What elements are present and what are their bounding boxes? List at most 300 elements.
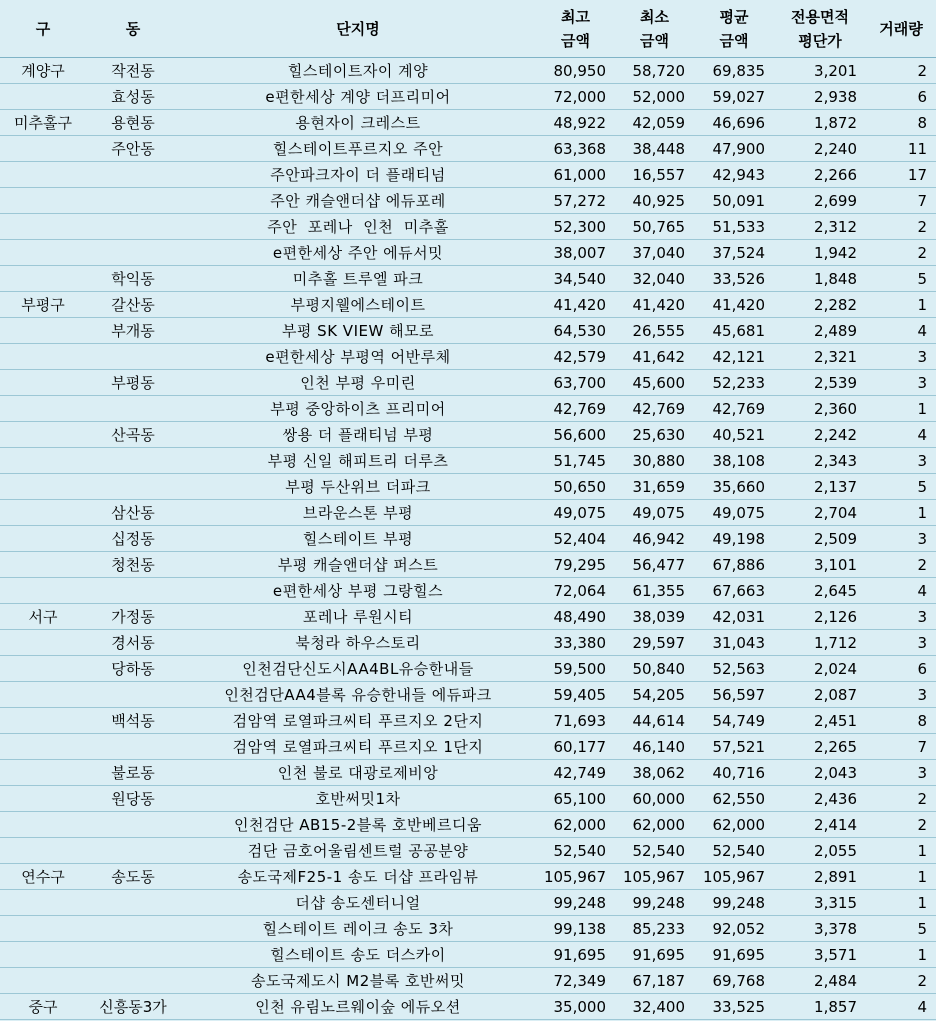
cell-min-price: 60,000 [615,786,694,812]
cell-avg-price: 45,681 [694,318,774,344]
cell-gu [0,240,86,266]
cell-max-price: 65,100 [536,786,615,812]
cell-area-price: 2,509 [774,526,866,552]
cell-avg-price: 62,000 [694,812,774,838]
cell-avg-price: 41,420 [694,292,774,318]
cell-complex-name: 인천 불로 대광로제비앙 [180,760,536,786]
cell-dong: 갈산동 [86,292,180,318]
cell-min-price: 40,925 [615,188,694,214]
cell-gu [0,552,86,578]
cell-volume: 3 [866,344,936,370]
table-row [0,448,936,474]
cell-volume: 1 [866,942,936,968]
cell-gu [0,812,86,838]
cell-gu [0,734,86,760]
cell-gu [0,760,86,786]
cell-area-price: 1,712 [774,630,866,656]
cell-complex-name: 브라운스톤 부평 [180,500,536,526]
cell-complex-name: 송도국제도시 M2블록 호반써밋 [180,968,536,994]
cell-complex-name: 호반써밋1차 [180,786,536,812]
cell-min-price: 41,642 [615,344,694,370]
cell-min-price: 50,765 [615,214,694,240]
cell-min-price: 54,205 [615,682,694,708]
cell-gu [0,474,86,500]
cell-min-price: 49,075 [615,500,694,526]
cell-avg-price: 47,900 [694,136,774,162]
cell-complex-name: 힐스테이트 부평 [180,526,536,552]
table-row [0,344,936,370]
cell-dong [86,812,180,838]
cell-avg-price: 37,524 [694,240,774,266]
cell-volume: 2 [866,58,936,84]
cell-min-price: 91,695 [615,942,694,968]
header-gu: 구 [0,0,86,58]
cell-min-price: 52,540 [615,838,694,864]
cell-min-price: 85,233 [615,916,694,942]
cell-area-price: 2,126 [774,604,866,630]
cell-area-price: 2,414 [774,812,866,838]
cell-complex-name: 검단 금호어울림센트럴 공공분양 [180,838,536,864]
cell-avg-price: 62,550 [694,786,774,812]
cell-dong: 백석동 [86,708,180,734]
cell-avg-price: 52,233 [694,370,774,396]
cell-volume: 1 [866,890,936,916]
cell-gu [0,422,86,448]
table-row [0,240,936,266]
table-row [0,786,936,812]
header-avg: 평균 금액 [694,0,774,58]
cell-volume: 1 [866,864,936,890]
cell-volume: 8 [866,708,936,734]
cell-max-price: 63,368 [536,136,615,162]
cell-area-price: 2,451 [774,708,866,734]
header-volume: 거래량 [866,0,936,58]
cell-dong [86,396,180,422]
cell-avg-price: 54,749 [694,708,774,734]
cell-area-price: 3,315 [774,890,866,916]
cell-max-price: 42,769 [536,396,615,422]
cell-volume: 7 [866,734,936,760]
cell-volume: 3 [866,370,936,396]
cell-max-price: 80,950 [536,58,615,84]
header-area-price: 전용면적 평단가 [774,0,866,58]
cell-max-price: 59,405 [536,682,615,708]
cell-area-price: 3,201 [774,58,866,84]
cell-dong: 효성동 [86,84,180,110]
cell-avg-price: 105,967 [694,864,774,890]
cell-min-price: 67,187 [615,968,694,994]
cell-gu [0,682,86,708]
cell-area-price: 2,312 [774,214,866,240]
cell-min-price: 50,840 [615,656,694,682]
cell-min-price: 52,000 [615,84,694,110]
cell-volume: 4 [866,318,936,344]
cell-complex-name: e편한세상 계양 더프리미어 [180,84,536,110]
cell-gu [0,344,86,370]
cell-volume: 2 [866,552,936,578]
cell-complex-name: 북청라 하우스토리 [180,630,536,656]
cell-dong [86,968,180,994]
header-max: 최고 금액 [536,0,615,58]
cell-gu [0,916,86,942]
cell-complex-name: 미추홀 트루엘 파크 [180,266,536,292]
cell-avg-price: 40,716 [694,760,774,786]
cell-complex-name: 송도국제F25-1 송도 더샵 프라임뷰 [180,864,536,890]
cell-max-price: 59,500 [536,656,615,682]
cell-area-price: 2,266 [774,162,866,188]
table-row [0,552,936,578]
cell-max-price: 57,272 [536,188,615,214]
cell-complex-name: 용현자이 크레스트 [180,110,536,136]
cell-dong: 주안동 [86,136,180,162]
cell-gu: 중구 [0,994,86,1020]
cell-volume: 2 [866,812,936,838]
cell-min-price: 38,062 [615,760,694,786]
cell-avg-price: 69,768 [694,968,774,994]
cell-max-price: 35,000 [536,994,615,1020]
cell-area-price: 2,938 [774,84,866,110]
cell-area-price: 2,343 [774,448,866,474]
cell-area-price: 1,872 [774,110,866,136]
cell-gu [0,136,86,162]
table-row [0,760,936,786]
cell-max-price: 50,650 [536,474,615,500]
cell-min-price: 26,555 [615,318,694,344]
cell-max-price: 72,349 [536,968,615,994]
cell-dong: 용현동 [86,110,180,136]
cell-max-price: 62,000 [536,812,615,838]
cell-dong [86,578,180,604]
cell-area-price: 2,024 [774,656,866,682]
cell-max-price: 61,000 [536,162,615,188]
table-row [0,812,936,838]
cell-gu [0,708,86,734]
cell-complex-name: 주안 캐슬앤더샵 에듀포레 [180,188,536,214]
cell-avg-price: 67,663 [694,578,774,604]
cell-max-price: 34,540 [536,266,615,292]
cell-dong [86,344,180,370]
table-row [0,292,936,318]
table-row [0,500,936,526]
table-row [0,396,936,422]
cell-min-price: 32,400 [615,994,694,1020]
cell-area-price: 2,484 [774,968,866,994]
cell-gu [0,500,86,526]
cell-dong: 송도동 [86,864,180,890]
cell-complex-name: 힐스테이트푸르지오 주안 [180,136,536,162]
cell-dong [86,916,180,942]
cell-complex-name: 부평 캐슬앤더샵 퍼스트 [180,552,536,578]
cell-gu [0,318,86,344]
cell-dong [86,214,180,240]
cell-max-price: 60,177 [536,734,615,760]
cell-min-price: 38,448 [615,136,694,162]
cell-gu [0,396,86,422]
cell-min-price: 16,557 [615,162,694,188]
cell-volume: 2 [866,968,936,994]
cell-max-price: 42,749 [536,760,615,786]
cell-dong: 가정동 [86,604,180,630]
cell-max-price: 64,530 [536,318,615,344]
cell-complex-name: e편한세상 주안 에듀서밋 [180,240,536,266]
cell-gu: 미추홀구 [0,110,86,136]
cell-gu [0,162,86,188]
cell-volume: 6 [866,656,936,682]
cell-min-price: 46,140 [615,734,694,760]
cell-gu [0,370,86,396]
cell-gu [0,188,86,214]
cell-avg-price: 35,660 [694,474,774,500]
cell-complex-name: 검암역 로열파크씨티 푸르지오 1단지 [180,734,536,760]
cell-avg-price: 49,198 [694,526,774,552]
cell-dong: 산곡동 [86,422,180,448]
cell-avg-price: 40,521 [694,422,774,448]
cell-volume: 5 [866,474,936,500]
cell-complex-name: 인천검단신도시AA4BL유승한내들 [180,656,536,682]
cell-max-price: 48,490 [536,604,615,630]
cell-area-price: 2,321 [774,344,866,370]
cell-max-price: 99,248 [536,890,615,916]
table-row [0,370,936,396]
cell-max-price: 42,579 [536,344,615,370]
cell-dong [86,474,180,500]
table-row [0,968,936,994]
cell-gu [0,786,86,812]
cell-avg-price: 46,696 [694,110,774,136]
cell-min-price: 99,248 [615,890,694,916]
cell-min-price: 30,880 [615,448,694,474]
cell-area-price: 2,360 [774,396,866,422]
table-row [0,734,936,760]
cell-avg-price: 42,031 [694,604,774,630]
table-row [0,318,936,344]
cell-avg-price: 49,075 [694,500,774,526]
cell-volume: 11 [866,136,936,162]
cell-min-price: 42,769 [615,396,694,422]
cell-max-price: 33,380 [536,630,615,656]
cell-gu: 연수구 [0,864,86,890]
cell-dong [86,162,180,188]
cell-complex-name: 더샵 송도센터니얼 [180,890,536,916]
cell-gu [0,630,86,656]
cell-avg-price: 31,043 [694,630,774,656]
cell-volume: 4 [866,422,936,448]
cell-volume: 1 [866,500,936,526]
cell-complex-name: 인천검단 AB15-2블록 호반베르디움 [180,812,536,838]
cell-avg-price: 99,248 [694,890,774,916]
cell-avg-price: 91,695 [694,942,774,968]
cell-max-price: 56,600 [536,422,615,448]
cell-gu [0,214,86,240]
cell-gu [0,84,86,110]
table-row [0,422,936,448]
cell-dong: 삼산동 [86,500,180,526]
cell-min-price: 45,600 [615,370,694,396]
cell-volume: 3 [866,630,936,656]
table-row [0,526,936,552]
cell-dong [86,448,180,474]
cell-gu [0,838,86,864]
cell-volume: 2 [866,214,936,240]
cell-area-price: 2,539 [774,370,866,396]
cell-volume: 1 [866,396,936,422]
cell-max-price: 99,138 [536,916,615,942]
cell-dong [86,734,180,760]
cell-dong [86,240,180,266]
cell-complex-name: 힐스테이트자이 계양 [180,58,536,84]
table-row [0,162,936,188]
cell-avg-price: 42,121 [694,344,774,370]
cell-max-price: 49,075 [536,500,615,526]
cell-volume: 17 [866,162,936,188]
cell-avg-price: 52,540 [694,838,774,864]
table-row [0,84,936,110]
cell-volume: 3 [866,526,936,552]
cell-max-price: 51,745 [536,448,615,474]
cell-gu: 부평구 [0,292,86,318]
cell-avg-price: 59,027 [694,84,774,110]
cell-min-price: 105,967 [615,864,694,890]
cell-gu [0,526,86,552]
cell-gu [0,968,86,994]
cell-dong: 불로동 [86,760,180,786]
cell-dong: 작전동 [86,58,180,84]
cell-max-price: 72,000 [536,84,615,110]
cell-complex-name: 부평 SK VIEW 해모로 [180,318,536,344]
cell-volume: 3 [866,448,936,474]
cell-dong: 학익동 [86,266,180,292]
cell-area-price: 1,848 [774,266,866,292]
cell-volume: 2 [866,240,936,266]
cell-area-price: 2,043 [774,760,866,786]
cell-complex-name: 부평 두산위브 더파크 [180,474,536,500]
table-row [0,136,936,162]
cell-avg-price: 52,563 [694,656,774,682]
cell-complex-name: 부평 중앙하이츠 프리미어 [180,396,536,422]
cell-volume: 3 [866,682,936,708]
cell-area-price: 3,101 [774,552,866,578]
cell-max-price: 48,922 [536,110,615,136]
table-body [0,58,936,1020]
table-row [0,578,936,604]
cell-volume: 8 [866,110,936,136]
cell-area-price: 1,857 [774,994,866,1020]
cell-area-price: 2,242 [774,422,866,448]
table-row [0,656,936,682]
cell-gu [0,942,86,968]
cell-max-price: 38,007 [536,240,615,266]
cell-area-price: 3,571 [774,942,866,968]
cell-area-price: 2,265 [774,734,866,760]
table-header [0,0,936,58]
table-row [0,266,936,292]
table-row [0,942,936,968]
cell-volume: 1 [866,292,936,318]
cell-area-price: 2,055 [774,838,866,864]
cell-volume: 3 [866,760,936,786]
cell-gu [0,266,86,292]
cell-min-price: 46,942 [615,526,694,552]
cell-volume: 5 [866,266,936,292]
cell-max-price: 63,700 [536,370,615,396]
cell-complex-name: e편한세상 부평역 어반루체 [180,344,536,370]
cell-area-price: 2,436 [774,786,866,812]
table-row [0,214,936,240]
cell-complex-name: 인천 유림노르웨이숲 에듀오션 [180,994,536,1020]
table-row [0,890,936,916]
cell-min-price: 61,355 [615,578,694,604]
cell-min-price: 37,040 [615,240,694,266]
cell-area-price: 2,489 [774,318,866,344]
cell-dong: 당하동 [86,656,180,682]
cell-area-price: 3,378 [774,916,866,942]
cell-complex-name: 부평 신일 해피트리 더루츠 [180,448,536,474]
cell-dong: 원당동 [86,786,180,812]
cell-complex-name: 쌍용 더 플래티넘 부평 [180,422,536,448]
cell-volume: 6 [866,84,936,110]
cell-volume: 3 [866,604,936,630]
cell-max-price: 72,064 [536,578,615,604]
cell-min-price: 58,720 [615,58,694,84]
cell-max-price: 52,540 [536,838,615,864]
cell-avg-price: 69,835 [694,58,774,84]
cell-complex-name: 힐스테이트 송도 더스카이 [180,942,536,968]
cell-area-price: 2,704 [774,500,866,526]
cell-complex-name: 검암역 로열파크씨티 푸르지오 2단지 [180,708,536,734]
header-min: 최소 금액 [615,0,694,58]
cell-min-price: 25,630 [615,422,694,448]
cell-complex-name: 부평지웰에스테이트 [180,292,536,318]
cell-min-price: 62,000 [615,812,694,838]
cell-min-price: 31,659 [615,474,694,500]
cell-gu [0,656,86,682]
cell-avg-price: 33,526 [694,266,774,292]
cell-avg-price: 42,943 [694,162,774,188]
cell-gu [0,890,86,916]
cell-dong: 부개동 [86,318,180,344]
cell-area-price: 2,240 [774,136,866,162]
cell-complex-name: 주안 포레나 인천 미추홀 [180,214,536,240]
cell-volume: 5 [866,916,936,942]
table-row [0,110,936,136]
cell-min-price: 32,040 [615,266,694,292]
cell-volume: 7 [866,188,936,214]
cell-dong [86,188,180,214]
cell-avg-price: 42,769 [694,396,774,422]
cell-complex-name: 인천검단AA4블록 유승한내들 에듀파크 [180,682,536,708]
cell-max-price: 71,693 [536,708,615,734]
table-row [0,630,936,656]
cell-dong [86,682,180,708]
header-dong: 동 [86,0,180,58]
cell-min-price: 41,420 [615,292,694,318]
cell-area-price: 2,699 [774,188,866,214]
cell-dong: 부평동 [86,370,180,396]
cell-gu: 서구 [0,604,86,630]
cell-avg-price: 38,108 [694,448,774,474]
cell-area-price: 1,942 [774,240,866,266]
cell-min-price: 29,597 [615,630,694,656]
table-row [0,188,936,214]
table-row [0,58,936,84]
cell-avg-price: 51,533 [694,214,774,240]
cell-min-price: 38,039 [615,604,694,630]
cell-min-price: 42,059 [615,110,694,136]
cell-dong: 청천동 [86,552,180,578]
cell-complex-name: 힐스테이트 레이크 송도 3차 [180,916,536,942]
cell-gu [0,578,86,604]
cell-volume: 1 [866,838,936,864]
